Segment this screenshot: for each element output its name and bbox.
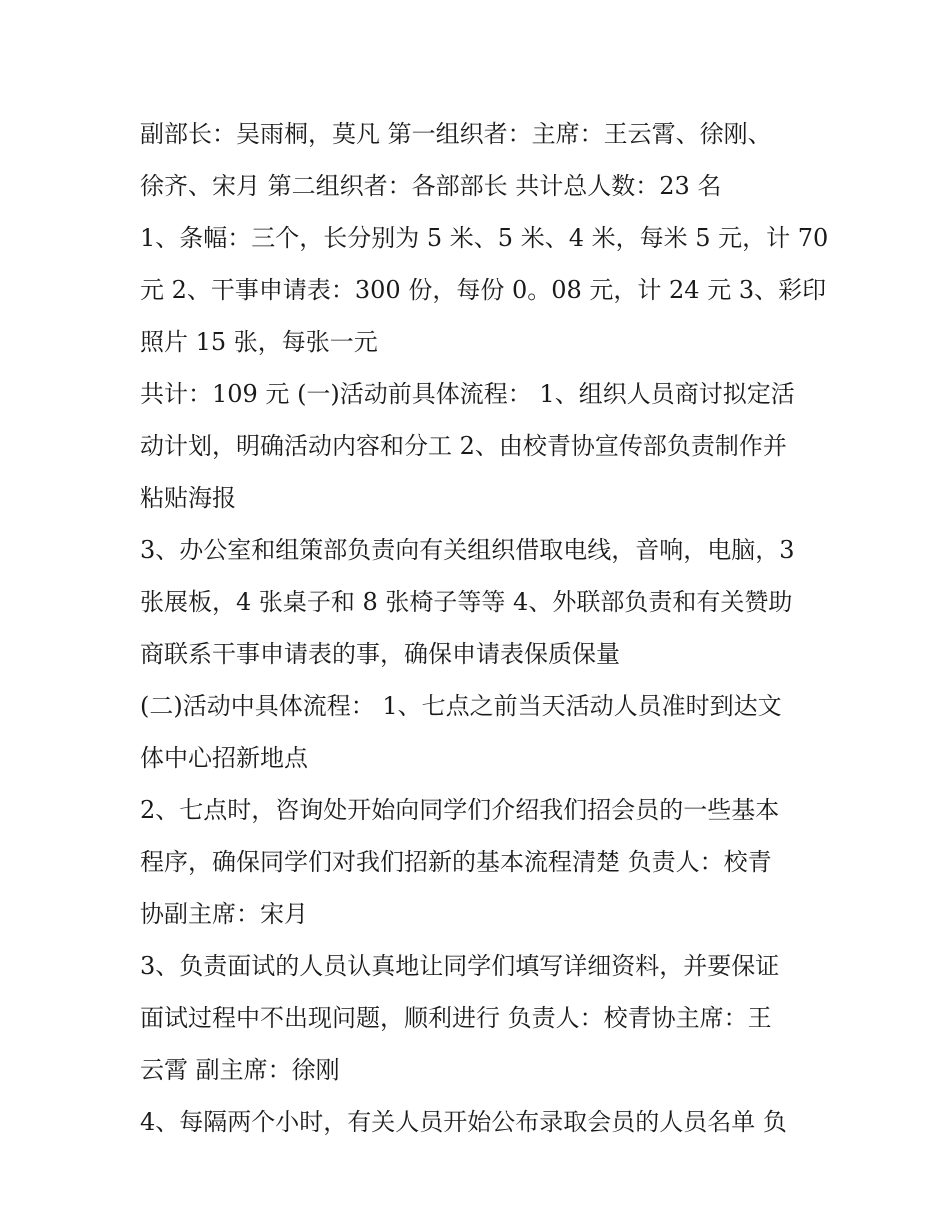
- text-line: 体中心招新地点: [140, 744, 308, 772]
- text-line: 面试过程中不出现问题，顺利进行 负责人：校青协主席：王: [140, 1004, 772, 1032]
- text-line: 4、每隔两个小时，有关人员开始公布录取会员的人员名单 负: [140, 1108, 787, 1136]
- text-line: (二)活动中具体流程： 1、七点之前当天活动人员准时到达文: [140, 692, 782, 720]
- text-line: 张展板，4 张桌子和 8 张椅子等等 4、外联部负责和有关赞助: [140, 588, 793, 616]
- text-line: 商联系干事申请表的事，确保申请表保质保量: [140, 640, 620, 668]
- text-line: 1、条幅：三个，长分别为 5 米、5 米、4 米，每米 5 元，计 70: [140, 224, 829, 252]
- text-line: 副部长：吴雨桐，莫凡 第一组织者：主席：王云霄、徐刚、: [140, 120, 772, 148]
- text-line: 元 2、干事申请表：300 份，每份 0。08 元，计 24 元 3、彩印: [140, 276, 827, 304]
- text-line: 3、负责面试的人员认真地让同学们填写详细资料，并要保证: [140, 952, 780, 980]
- text-line: 程序，确保同学们对我们招新的基本流程清楚 负责人：校青: [140, 848, 772, 876]
- text-line: 动计划，明确活动内容和分工 2、由校青协宣传部负责制作并: [140, 432, 787, 460]
- text-line: 2、七点时，咨询处开始向同学们介绍我们招会员的一些基本: [140, 796, 780, 824]
- text-line: 徐齐、宋月 第二组织者：各部部长 共计总人数：23 名: [140, 172, 722, 200]
- text-line: 3、办公室和组策部负责向有关组织借取电线，音响，电脑，3: [140, 536, 795, 564]
- text-line: 照片 15 张，每张一元: [140, 328, 378, 356]
- text-line: 云霄 副主席：徐刚: [140, 1056, 340, 1084]
- document-body: [140, 108, 829, 1148]
- text-line: 协副主席：宋月: [140, 900, 308, 928]
- text-line: 粘贴海报: [140, 484, 236, 512]
- text-line: 共计：109 元 (一)活动前具体流程： 1、组织人员商讨拟定活: [140, 380, 795, 408]
